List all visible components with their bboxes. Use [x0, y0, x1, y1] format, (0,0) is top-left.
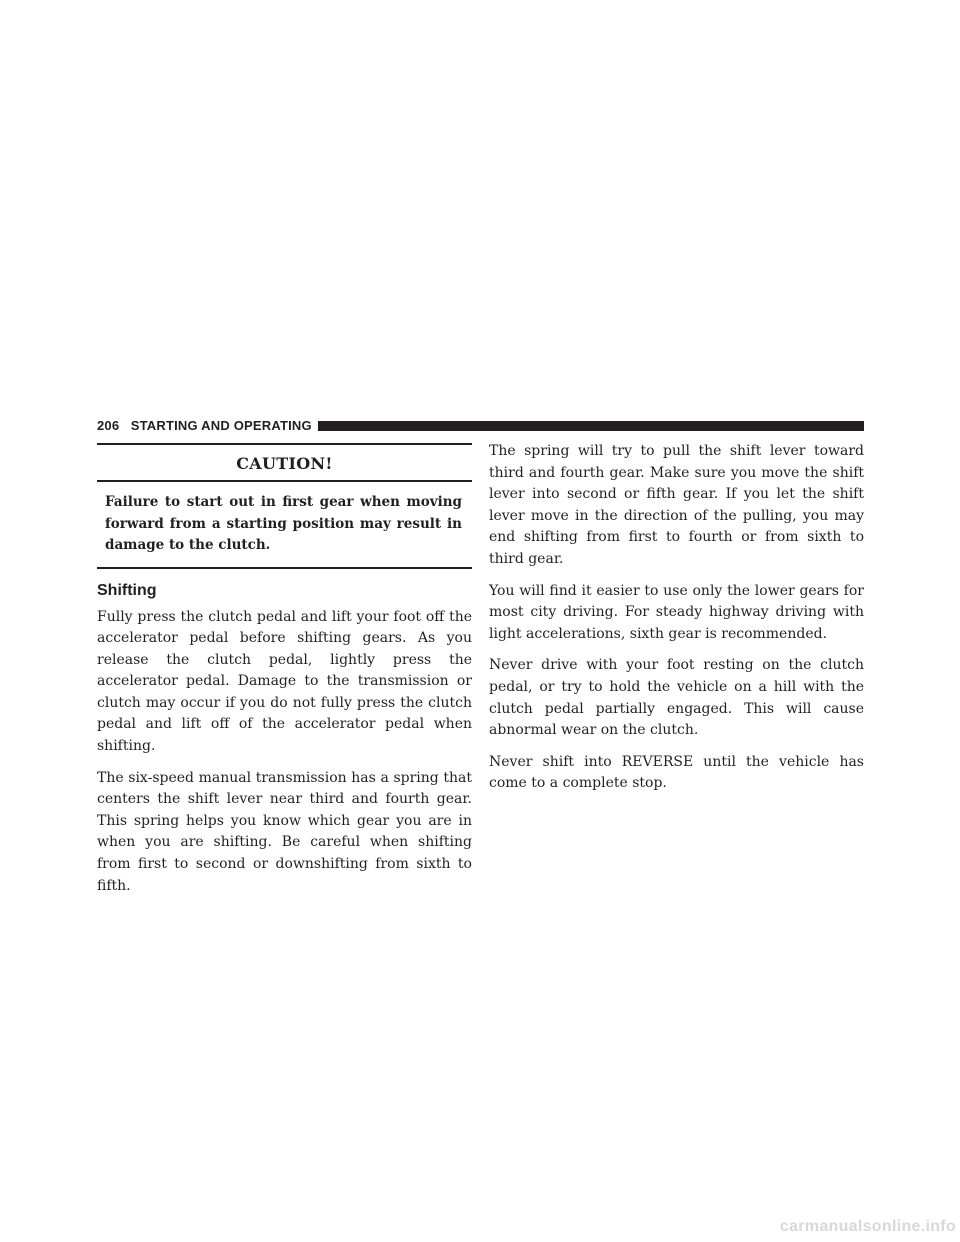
right-column — [489, 443, 864, 805]
paragraph: You will find it easier to use only the lower gears for most city driving. For steady highway driving with light accelerations, sixth gear is recommended. — [489, 582, 864, 642]
caution-text: Failure to start out in first gear when moving forward from a starting position may result in damage to the clutch. — [105, 494, 462, 553]
watermark: carmanualsonline.info — [779, 1218, 956, 1235]
caution-title: CAUTION! — [97, 445, 472, 482]
section-title: STARTING AND OPERATING — [130, 418, 312, 433]
paragraph: Fully press the clutch pedal and lift your foot off the accelerator pedal before shifting gears. As you release the clutch pedal, lightly press the accelerator pedal. Damage to the transmission or clutch may occur if you do not fully press the clutch pedal and lift off of the accelerator pedal when shifting. — [97, 608, 472, 755]
paragraph: The six-speed manual transmission has a spring that centers the shift lever near third and fourth gear. This spring helps you know which gear you are in when you are shifting. Be careful when shifting from first to second or downshifting from sixth to fifth. — [97, 769, 472, 894]
paragraph: The spring will try to pull the shift lever toward third and fourth gear. Make sure you move the shift lever into second or fifth gear. If you let the shift lever move in the direction of the pulling, you may end shifting from first to fourth or from sixth to third gear. — [489, 443, 864, 567]
page-header — [97, 420, 864, 432]
paragraph: Never drive with your foot resting on the clutch pedal, or try to hold the vehicle on a hill with the clutch pedal partially engaged. This will cause abnormal wear on the clutch. — [489, 657, 864, 739]
left-column — [97, 443, 472, 907]
caution-box — [97, 443, 472, 569]
header-rule — [318, 421, 864, 431]
paragraph: Never shift into REVERSE until the vehicle has come to a complete stop. — [489, 753, 864, 792]
section-heading-shifting: Shifting — [97, 581, 157, 599]
page-number: 206 — [97, 418, 120, 433]
header-label — [97, 420, 318, 432]
